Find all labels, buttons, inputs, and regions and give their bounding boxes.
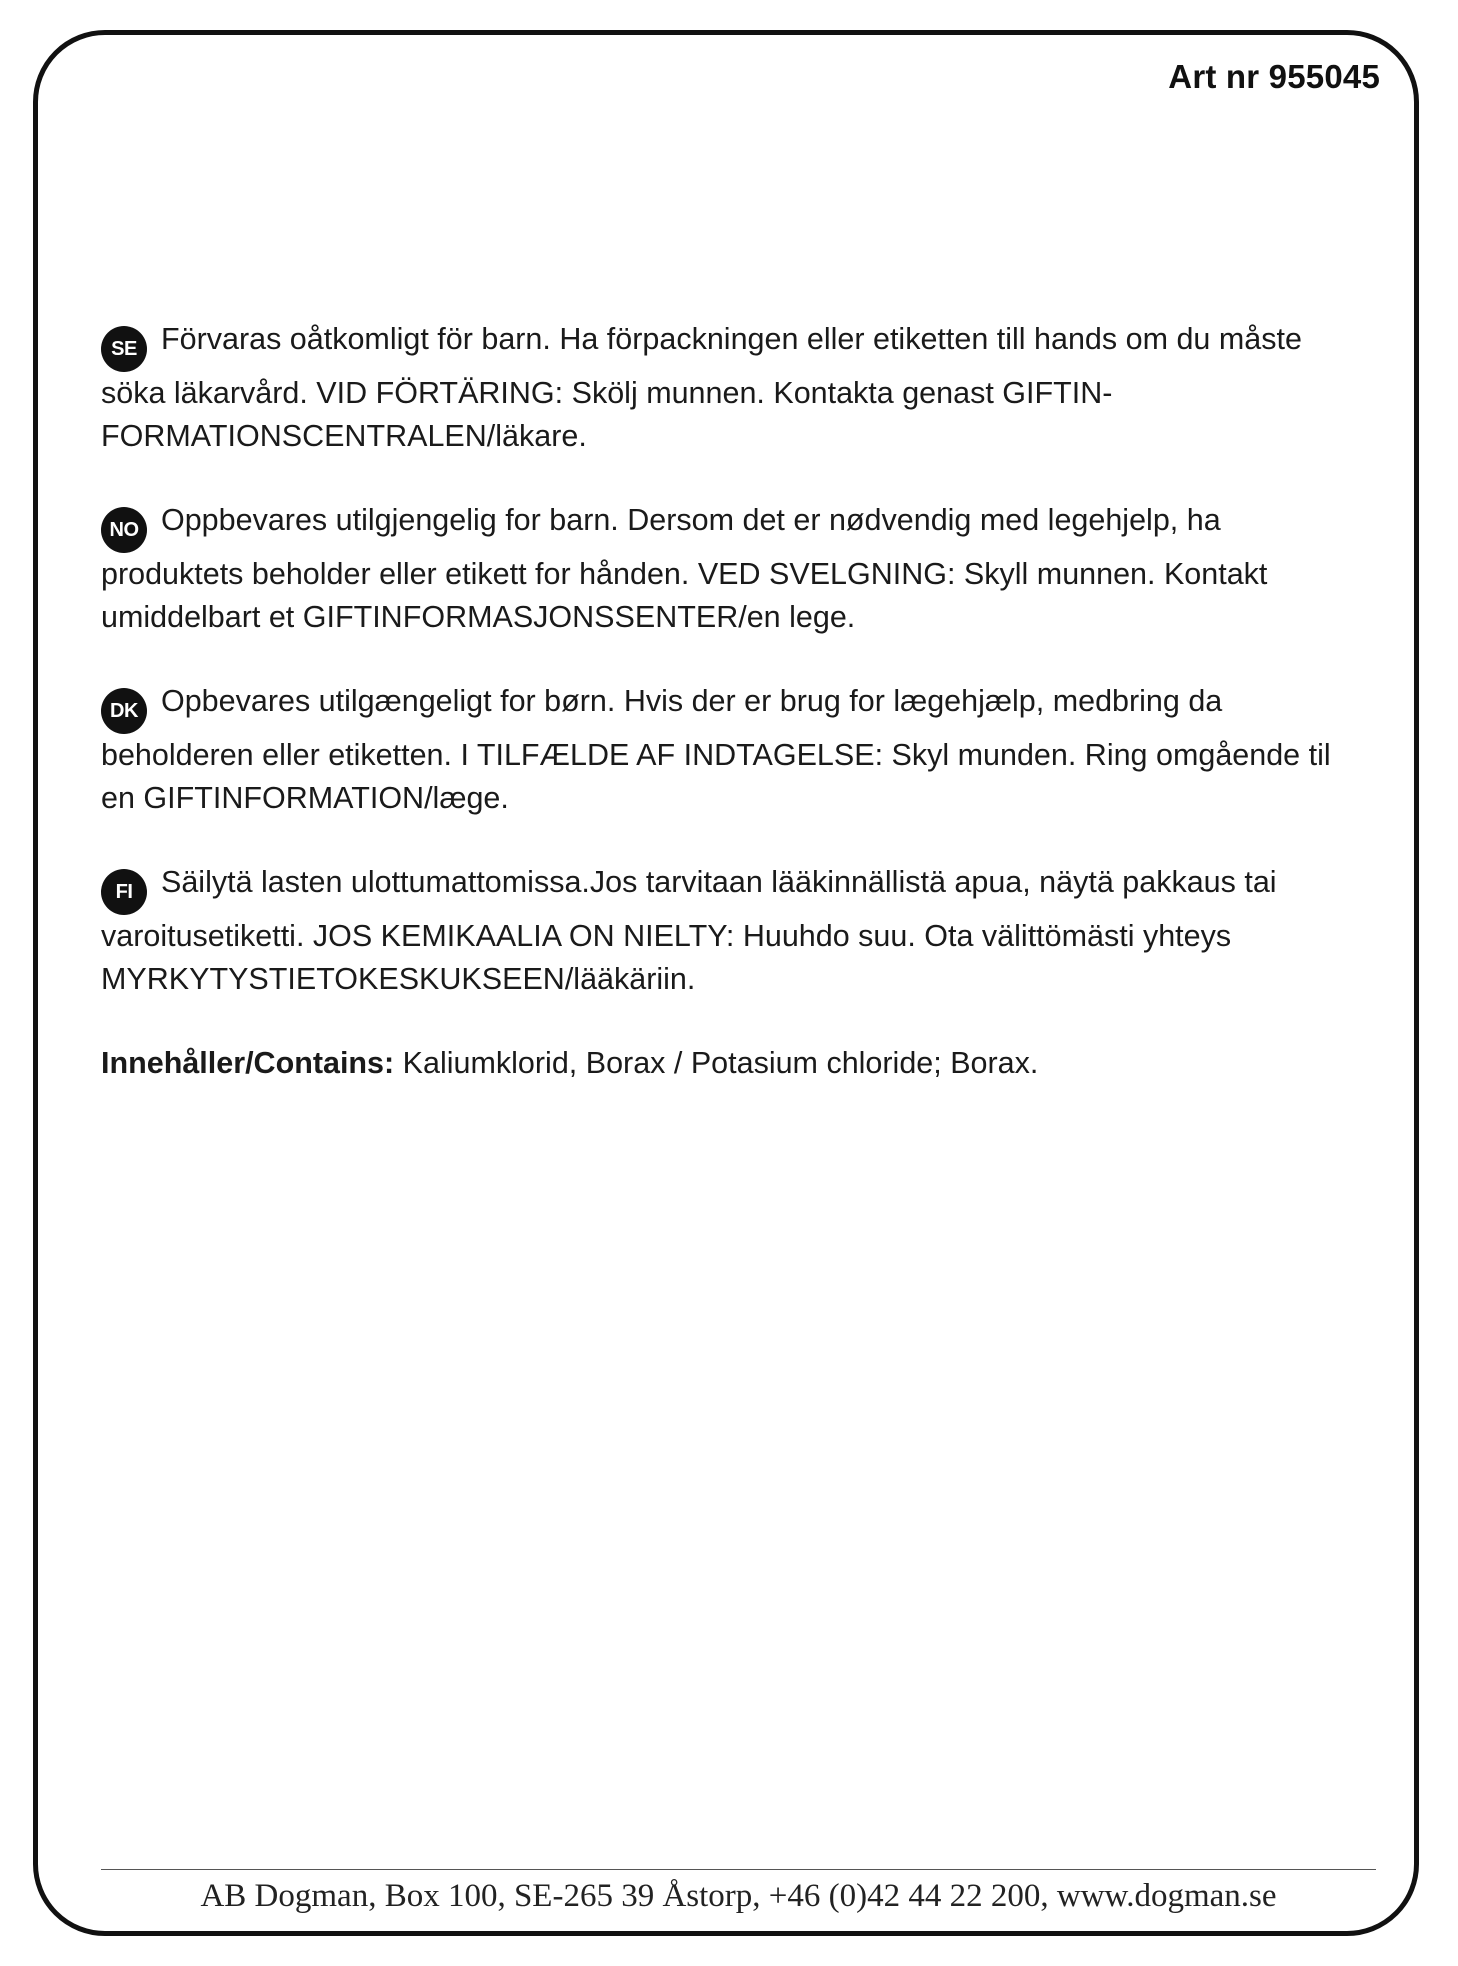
lang-badge-no: NO bbox=[101, 507, 147, 553]
article-number: Art nr 955045 bbox=[1168, 58, 1380, 95]
lang-badge-se: SE bbox=[101, 326, 147, 372]
company-footer: AB Dogman, Box 100, SE-265 39 Åstorp, +46 (0)42 44 22 200, www.dogman.se bbox=[200, 1878, 1277, 1914]
warning-text-fi: Säilytä lasten ulottumattomissa.Jos tarvitaan lääkinnällistä apua, näytä pakkaus tai varoitusetiketti. JOS KEMIKAALIA ON NIELTY: Huuhdo suu. Ota välittömästi yhteys MYRKYTYSTIETOKESKUKSEEN/lääkäriin. bbox=[101, 865, 1277, 996]
warning-fi bbox=[101, 861, 1361, 1001]
warnings-section bbox=[101, 318, 1361, 1116]
warning-no bbox=[101, 499, 1361, 639]
lang-badge-fi: FI bbox=[101, 869, 147, 915]
warning-se bbox=[101, 318, 1361, 458]
warning-dk bbox=[101, 680, 1361, 820]
warning-text-se: Förvaras oåtkomligt för barn. Ha förpackningen eller etiketten till hands om du måste söka läkarvård. VID FÖRTÄRING: Skölj munnen. Kontakta genast GIFTIN-FORMATIONSCENTRALEN/läkare. bbox=[101, 322, 1302, 453]
contains-text: Kaliumklorid, Borax / Potasium chloride; Borax. bbox=[402, 1046, 1039, 1080]
warning-text-no: Oppbevares utilgjengelig for barn. Dersom det er nødvendig med legehjelp, ha produktets beholder eller etikett for hånden. VED SVELGNING: Skyll munnen. Kontakt umiddelbart et GIFTINFORMASJONSSENTER/en lege. bbox=[101, 503, 1268, 634]
warning-text-dk: Opbevares utilgængeligt for børn. Hvis der er brug for lægehjælp, medbring da beholderen eller etiketten. I TILFÆLDE AF INDTAGELSE: Skyl munden. Ring omgående til en GIFTINFORMATION/læge. bbox=[101, 684, 1331, 815]
lang-badge-dk: DK bbox=[101, 688, 147, 734]
contains-label: Innehåller/Contains: bbox=[101, 1046, 395, 1080]
footer-divider bbox=[101, 1869, 1376, 1870]
contains-line bbox=[101, 1042, 1361, 1085]
